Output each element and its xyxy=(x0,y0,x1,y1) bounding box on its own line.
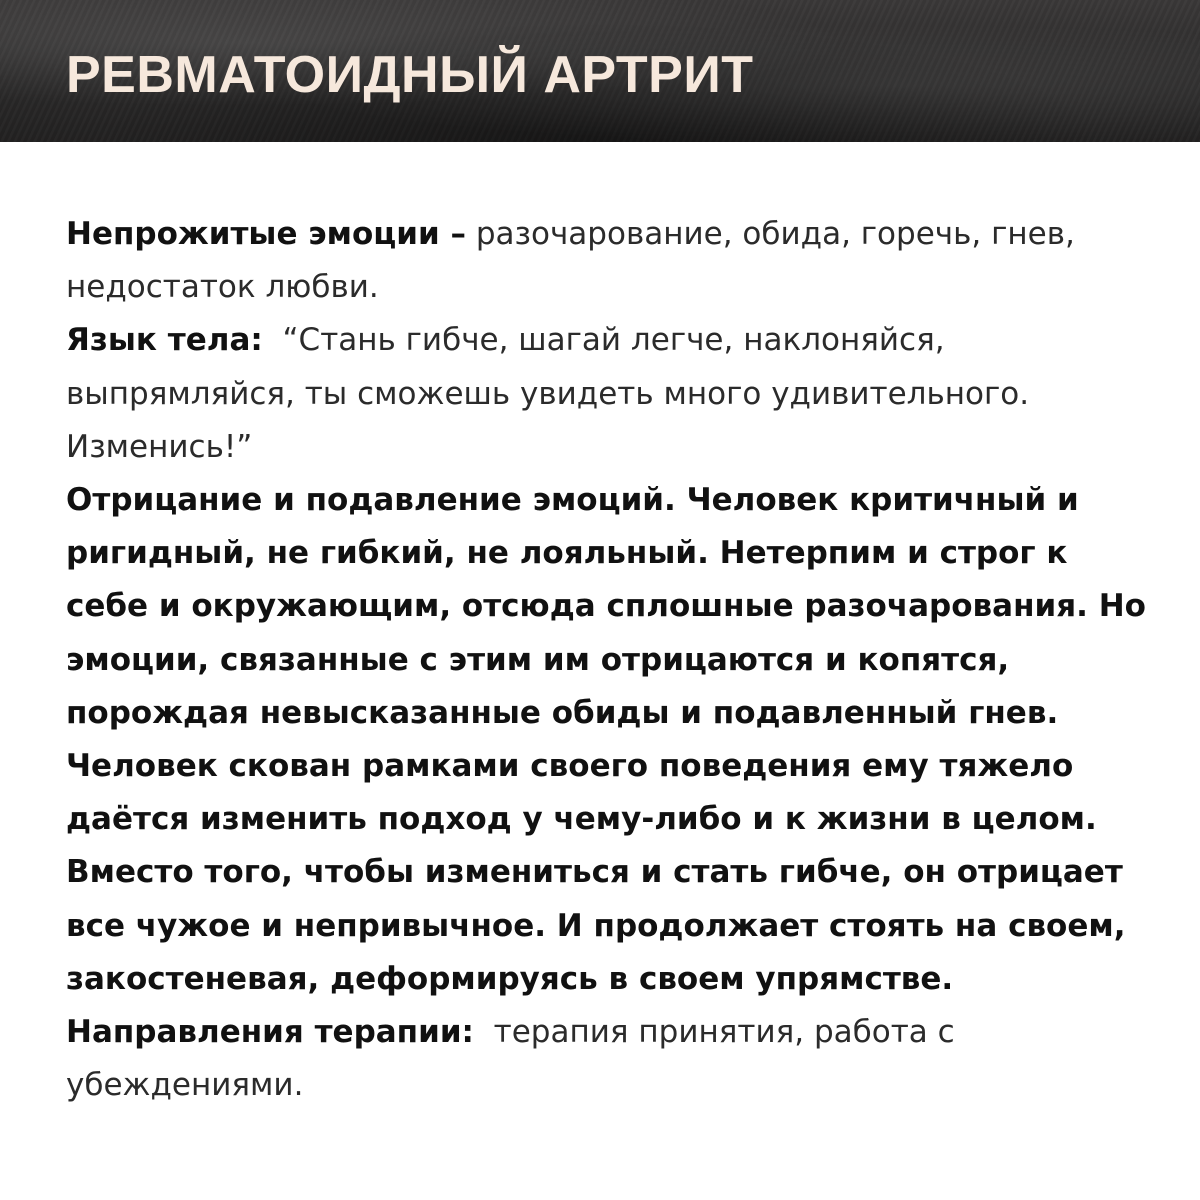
article-body xyxy=(66,208,1146,1112)
description-paragraph xyxy=(66,474,1146,1006)
therapy-paragraph xyxy=(66,1006,1146,1112)
header-banner xyxy=(0,0,1200,142)
therapy-text: терапия принятия, работа с убеждениями. xyxy=(66,1014,955,1104)
body-language-paragraph xyxy=(66,314,1146,474)
body-language-label: Язык тела: xyxy=(66,322,263,359)
emotions-text: разочарование, обида, горечь, гнев, недостаток любви. xyxy=(66,216,1075,306)
therapy-label: Направления терапии: xyxy=(66,1014,474,1051)
description-text: Отрицание и подавление эмоций. Человек критичный и ригидный, не гибкий, не лояльный. Нетерпим и строг к себе и окружающим, отсюда сплошные разочарования. Но эмоции, связанные с этим им отрицаются и копятся, порождая невысказанные обиды и подавленный гнев. Человек скован рамками своего поведения ему тяжело даётся изменить подход у чему-либо и к жизни в целом. Вместо того, чтобы измениться и стать гибче, он отрицает все чужое и непривычное. И продолжает стоять на своем, закостеневая, деформируясь в своем упрямстве. xyxy=(66,482,1146,997)
emotions-label: Непрожитые эмоции – xyxy=(66,216,466,252)
emotions-paragraph xyxy=(66,208,1146,314)
page-title: РЕВМАТОИДНЫЙ АРТРИТ xyxy=(66,46,754,104)
body-language-text: “Стань гибче, шагай легче, наклоняйся, выпрямляйся, ты сможешь увидеть много удивительного. Изменись!” xyxy=(66,322,1030,465)
